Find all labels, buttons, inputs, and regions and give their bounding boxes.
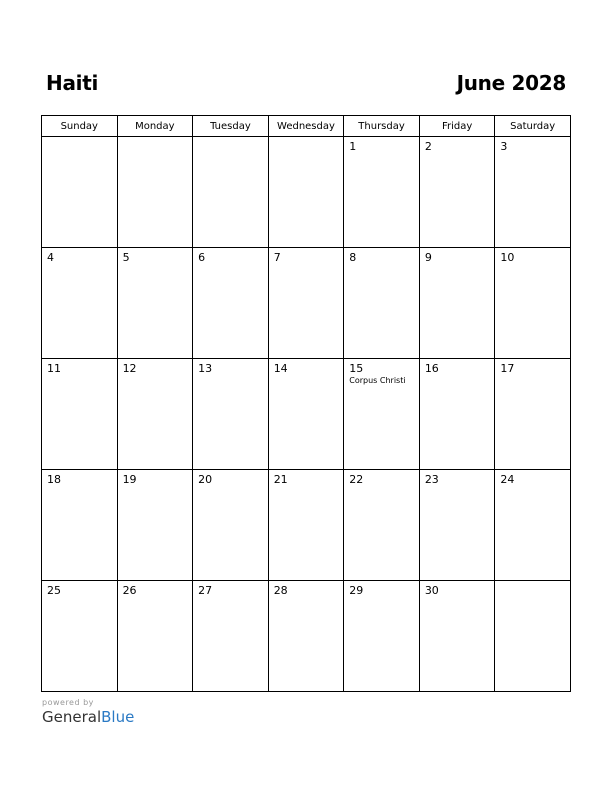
weekday-saturday: Saturday [495,116,571,137]
day-number: 3 [500,140,508,153]
day-cell [193,470,269,581]
day-number [118,137,193,140]
day-number [495,581,570,584]
day-number: 17 [500,362,515,375]
day-number: 6 [198,251,206,264]
day-cell [117,137,193,248]
day-cell [42,581,118,692]
day-cell [42,359,118,470]
day-number: 22 [349,473,364,486]
day-number [193,137,268,140]
day-number: 30 [424,584,439,597]
day-cell [419,581,495,692]
day-number: 20 [198,473,213,486]
brand-blue-text: Blue [101,708,135,726]
day-cell [193,359,269,470]
holiday-label: Corpus Christi [349,376,406,385]
day-cell [42,470,118,581]
weekday-sunday: Sunday [42,116,118,137]
week-row [42,581,571,692]
day-cell [344,248,420,359]
day-number: 12 [122,362,137,375]
day-cell [495,248,571,359]
day-cell [268,581,344,692]
day-number [269,137,344,140]
day-cell [495,470,571,581]
day-number: 1 [349,140,357,153]
powered-by-label: powered by [42,698,94,707]
day-number: 19 [122,473,137,486]
month-year-title: June 2028 [456,71,566,95]
day-number: 21 [273,473,288,486]
day-number: 29 [349,584,364,597]
day-number: 14 [273,362,288,375]
day-cell [344,581,420,692]
day-number: 28 [273,584,288,597]
day-cell [268,359,344,470]
calendar-grid [41,115,571,692]
day-number: 7 [273,251,281,264]
day-number: 4 [47,251,54,264]
day-number: 25 [47,584,61,597]
weekday-tuesday: Tuesday [193,116,269,137]
day-cell [344,137,420,248]
week-row [42,248,571,359]
country-title: Haiti [46,71,99,95]
day-cell [419,359,495,470]
day-number: 8 [349,251,357,264]
day-number: 26 [122,584,137,597]
day-cell [193,137,269,248]
day-cell [268,248,344,359]
week-row [42,137,571,248]
day-cell [495,359,571,470]
weekday-thursday: Thursday [344,116,420,137]
day-cell [117,248,193,359]
day-cell [419,248,495,359]
brand-logo [42,708,134,726]
day-cell [42,137,118,248]
day-number: 10 [500,251,515,264]
day-cell [42,248,118,359]
day-number: 24 [500,473,515,486]
day-cell [193,248,269,359]
day-number: 18 [47,473,61,486]
day-cell [495,137,571,248]
day-cell [268,470,344,581]
day-cell [419,470,495,581]
week-row [42,470,571,581]
weekday-wednesday: Wednesday [268,116,344,137]
day-cell [117,470,193,581]
day-number: 23 [424,473,439,486]
weekday-monday: Monday [117,116,193,137]
day-cell [344,470,420,581]
day-cell [344,359,420,470]
footer-branding [42,698,134,726]
week-row [42,359,571,470]
day-cell [193,581,269,692]
day-number [42,137,117,140]
day-number: 5 [122,251,130,264]
day-number: 13 [198,362,213,375]
day-cell [117,359,193,470]
brand-general-text: General [42,708,102,726]
day-number: 11 [47,362,61,375]
day-cell [419,137,495,248]
weekday-header-row [42,116,571,137]
day-number: 9 [424,251,432,264]
day-number: 15 [349,362,364,375]
day-cell [268,137,344,248]
day-number: 16 [424,362,439,375]
day-cell [495,581,571,692]
day-number: 2 [424,140,432,153]
day-number: 27 [198,584,213,597]
weekday-friday: Friday [419,116,495,137]
day-cell [117,581,193,692]
